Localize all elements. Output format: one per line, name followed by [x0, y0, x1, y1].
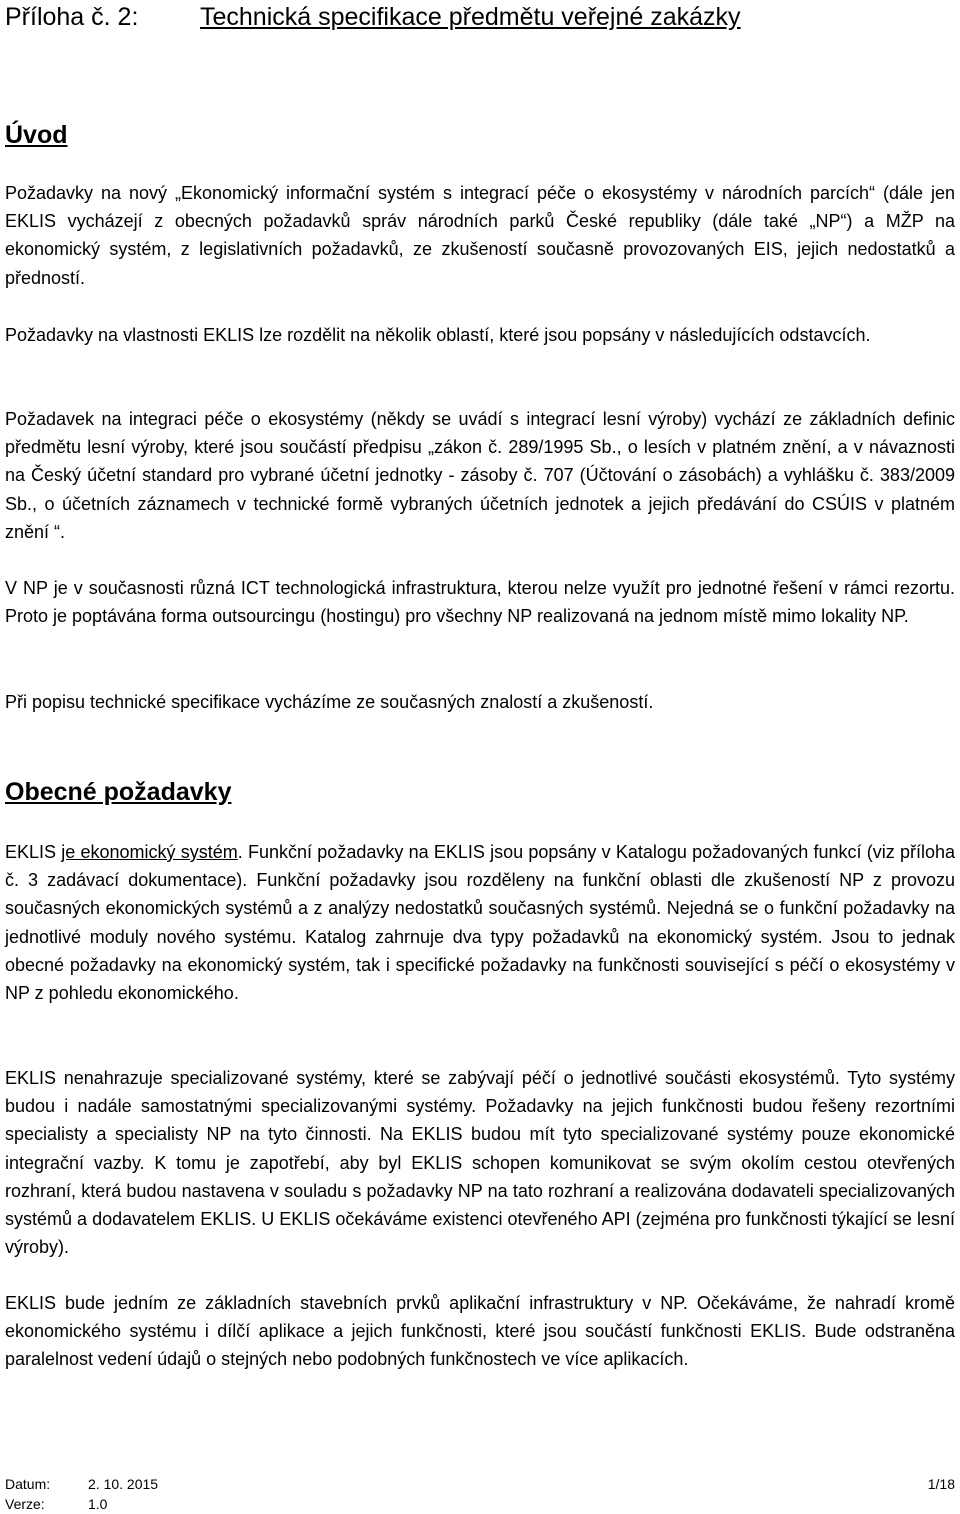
- paragraph-areas: Požadavky na vlastnosti EKLIS lze rozdělit na několik oblastí, které jsou popsány v následujících odstavcích.: [5, 325, 871, 345]
- footer-version-label: Verze:: [5, 1496, 45, 1512]
- paragraph-specialized-systems: EKLIS nenahrazuje specializované systémy, které se zabývají péčí o jednotlivé součásti ekosystémů. Tyto systémy budou i nadále samostatnými specializovanými systémy. Požadavky na jejich funkčnosti budou řešeny rezortními specialisty a specialisty NP na tyto činnosti. Na EKLIS budou mít tyto specializované systémy pouze ekonomické integrační vazby. K tomu je zapotřebí, aby byl EKLIS schopen komunikovat se svým okolím cestou otevřených rozhraní, která budou nastavena v souladu s požadavky NP na tato rozhraní a realizována dodavateli specializovaných systémů a dodavatelem EKLIS. U EKLIS očekáváme existenci otevřeného API (zejména pro funkčnosti týkající se lesní výroby).: [5, 1068, 955, 1258]
- section-heading-obecne: Obecné požadavky: [5, 778, 232, 806]
- paragraph-infrastructure-role: EKLIS bude jedním ze základních stavebních prvků aplikační infrastruktury v NP. Očekáváme, že nahradí kromě ekonomického systému i dílčí aplikace a jejich funkčnosti, které jsou součástí funkčnosti EKLIS. Bude odstraněna paralelnost vedení údajů o stejných nebo podobných funkčnostech ve více aplikacích.: [5, 1293, 955, 1370]
- paragraph-infrastructure: V NP je v současnosti různá ICT technologická infrastruktura, kterou nelze využít pro jednotné řešení v rámci rezortu. Proto je poptávána forma outsourcingu (hostingu) pro všechny NP realizovaná na jednom místě mimo lokality NP.: [5, 578, 955, 627]
- paragraph-functional-requirements: [5, 838, 955, 1007]
- footer-date-value: 2. 10. 2015: [88, 1476, 159, 1492]
- footer-version-value: 1.0: [88, 1496, 108, 1512]
- footer-date-label: Datum:: [5, 1476, 51, 1492]
- paragraph-text: EKLIS: [5, 842, 62, 862]
- section-heading-uvod: Úvod: [5, 121, 68, 149]
- document-title: Technická specifikace předmětu veřejné zakázky: [200, 3, 741, 31]
- page-number: 1/18: [927, 1476, 955, 1492]
- paragraph-text: . Funkční požadavky na EKLIS jsou popsány v Katalogu požadovaných funkcí (viz příloha č. 3 zadávací dokumentace). Funkční požadavky jsou rozděleny na funkční oblasti dle zkušeností NP z provozu současných ekonomických systémů a z analýzy nedostatků současných systémů. Nejedná se o funkční požadavky na jednotlivé moduly nového systému. Katalog zahrnuje dva typy požadavků na ekonomický systém. Jsou to jednak obecné požadavky na ekonomický systém, tak i specifické požadavky na funkčnosti související s péčí o ekosystémy v NP z pohledu ekonomického.: [5, 842, 956, 1004]
- paragraph-integration: Požadavek na integraci péče o ekosystémy (někdy se uvádí s integrací lesní výroby) vychází ze základních definic předmětu lesní výroby, které jsou součástí předpisu „zákon č. 289/1995 Sb., o lesích v platném znění, a v návaznosti na Český účetní standard pro vybrané účetní jednotky - zásoby č. 707 (Účtování o zásobách) a vyhlášku č. 383/2009 Sb., o účetních záznamech v technické formě vybraných účetních jednotek a jejich předávání do CSÚIS v platném znění “.: [5, 409, 955, 542]
- document-page: [5, 0, 955, 1513]
- paragraph-specification: Při popisu technické specifikace vycházíme ze současných znalostí a zkušeností.: [5, 692, 654, 712]
- underlined-phrase: je ekonomický systém: [61, 842, 238, 862]
- appendix-label: Příloha č. 2:: [5, 3, 139, 31]
- paragraph-intro: Požadavky na nový „Ekonomický informační systém s integrací péče o ekosystémy v národních parcích“ (dále jen EKLIS vycházejí z obecných požadavků správ národních parků České republiky (dále také „NP“) a MŽP na ekonomický systém, z legislativních požadavků, ze zkušeností současně provozovaných EIS, jejich nedostatků a předností.: [5, 183, 955, 288]
- document-header: [5, 0, 955, 36]
